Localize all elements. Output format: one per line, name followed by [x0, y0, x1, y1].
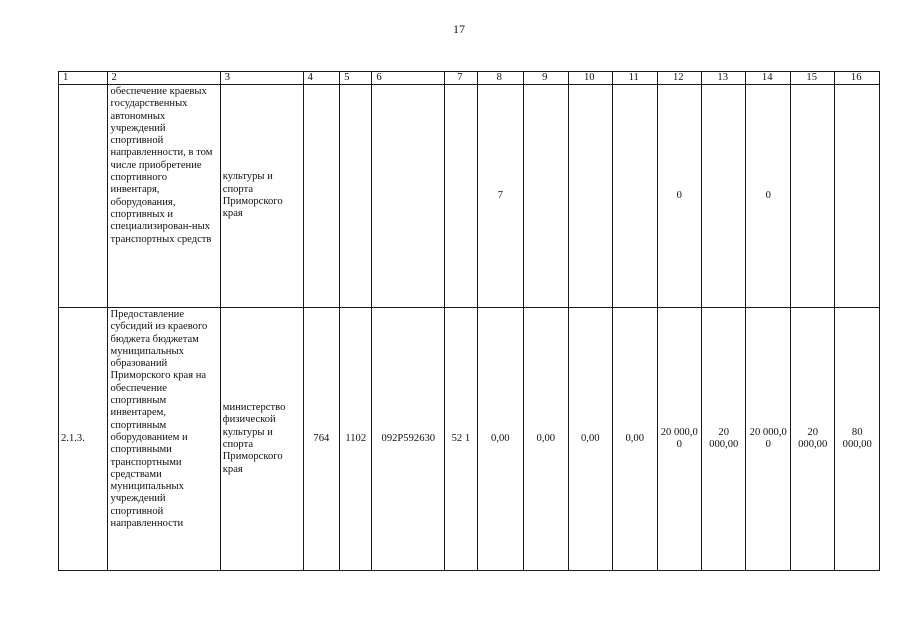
row2-target-article: 092P592630 — [372, 308, 445, 571]
row2-description: Предоставление субсидий из краевого бюджета бюджетам муниципальных образований Приморского края на обеспечение спортивным инвентарем, спортивным оборудованием и спортивными транспортными средствами муниципальных учреждений спортивной направленности — [107, 308, 220, 571]
header-cell-1: 1 — [59, 72, 108, 85]
table-row — [59, 85, 880, 308]
row2-expense-type: 52 1 — [445, 308, 477, 571]
row1-target-article — [372, 85, 445, 308]
row1-value-9 — [524, 85, 568, 308]
header-cell-9: 9 — [524, 72, 568, 85]
row2-value-14: 20 000,0 0 — [746, 308, 790, 571]
row1-value-11 — [613, 85, 657, 308]
row1-responsible: культуры и спорта Приморского края — [220, 85, 303, 308]
row1-number — [59, 85, 108, 308]
header-cell-6: 6 — [372, 72, 445, 85]
header-cell-13: 13 — [701, 72, 745, 85]
row1-grbs — [303, 85, 339, 308]
header-cell-4: 4 — [303, 72, 339, 85]
column-number-row — [59, 72, 880, 85]
row1-value-16 — [835, 85, 880, 308]
row2-section: 1102 — [340, 308, 372, 571]
row2-value-12: 20 000,0 0 — [657, 308, 701, 571]
header-cell-10: 10 — [568, 72, 612, 85]
header-cell-3: 3 — [220, 72, 303, 85]
row2-value-15: 20 000,00 — [790, 308, 834, 571]
row2-value-11: 0,00 — [613, 308, 657, 571]
row1-expense-type — [445, 85, 477, 308]
row1-section — [340, 85, 372, 308]
header-cell-15: 15 — [790, 72, 834, 85]
row2-value-13: 20 000,00 — [701, 308, 745, 571]
row1-value-12: 0 — [657, 85, 701, 308]
row1-value-8: 7 — [477, 85, 524, 308]
row2-grbs: 764 — [303, 308, 339, 571]
header-cell-14: 14 — [746, 72, 790, 85]
header-cell-5: 5 — [340, 72, 372, 85]
row2-value-10: 0,00 — [568, 308, 612, 571]
header-cell-16: 16 — [835, 72, 880, 85]
header-cell-11: 11 — [613, 72, 657, 85]
header-cell-2: 2 — [107, 72, 220, 85]
row2-number: 2.1.3. — [59, 308, 108, 571]
row2-value-16: 80 000,00 — [835, 308, 880, 571]
table-row — [59, 308, 880, 571]
budget-table — [58, 71, 880, 571]
page-number: 17 — [453, 22, 465, 36]
row1-value-14: 0 — [746, 85, 790, 308]
header-cell-8: 8 — [477, 72, 524, 85]
row2-value-9: 0,00 — [524, 308, 568, 571]
row2-value-8: 0,00 — [477, 308, 524, 571]
header-cell-7: 7 — [445, 72, 477, 85]
row2-responsible: министерство физической культуры и спорта Приморского края — [220, 308, 303, 571]
row1-value-13 — [701, 85, 745, 308]
row1-value-15 — [790, 85, 834, 308]
row1-value-10 — [568, 85, 612, 308]
row1-description: обеспечение краевых государственных автономных учреждений спортивной направленности, в том числе приобретение спортивного инвентаря, оборудования, спортивных и специализирован-ных транспортных средств — [107, 85, 220, 308]
header-cell-12: 12 — [657, 72, 701, 85]
